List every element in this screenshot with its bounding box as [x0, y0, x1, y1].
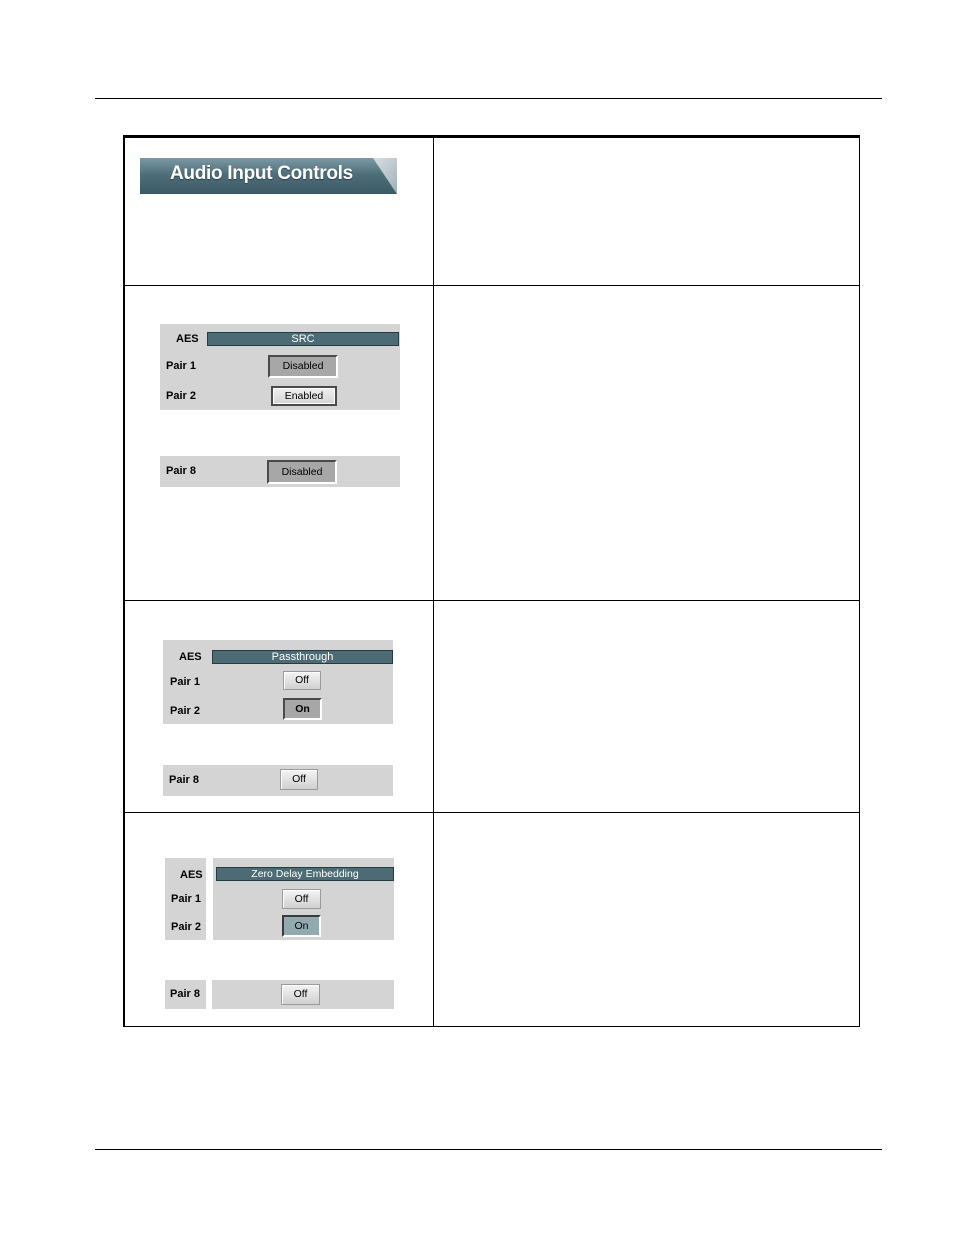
passthrough-header: Passthrough	[212, 650, 393, 664]
pair-2-label: Pair 2	[166, 390, 196, 402]
pair-8-label: Pair 8	[170, 988, 200, 1000]
zero-delay-pair-2-button[interactable]: On	[282, 915, 321, 937]
src-header: SRC	[207, 332, 399, 346]
src-pair-1-button[interactable]: Disabled	[268, 355, 338, 378]
row-divider	[125, 812, 859, 813]
pair-2-label: Pair 2	[171, 921, 201, 933]
pair-2-label: Pair 2	[170, 705, 200, 717]
zero-delay-header: Zero Delay Embedding	[216, 867, 394, 881]
aes-label: AES	[176, 333, 199, 345]
banner-title: Audio Input Controls	[170, 163, 353, 184]
passthrough-pair-8-button[interactable]: Off	[280, 769, 318, 790]
passthrough-pair-1-button[interactable]: Off	[283, 671, 321, 690]
column-divider	[433, 138, 434, 1026]
footer-rule	[95, 1149, 882, 1150]
pair-1-label: Pair 1	[171, 893, 201, 905]
pair-1-label: Pair 1	[170, 676, 200, 688]
passthrough-pair-2-button[interactable]: On	[283, 698, 322, 720]
header-rule	[95, 98, 882, 99]
pair-8-label: Pair 8	[169, 774, 199, 786]
zero-delay-pair-8-button[interactable]: Off	[281, 984, 320, 1005]
pair-1-label: Pair 1	[166, 360, 196, 372]
row-divider	[125, 285, 859, 286]
aes-label: AES	[180, 869, 203, 881]
zero-delay-pair-1-button[interactable]: Off	[282, 889, 321, 909]
row-divider	[125, 600, 859, 601]
src-pair-2-button[interactable]: Enabled	[271, 386, 337, 406]
pair-8-label: Pair 8	[166, 465, 196, 477]
src-pair-8-button[interactable]: Disabled	[267, 460, 337, 484]
aes-label: AES	[179, 651, 202, 663]
